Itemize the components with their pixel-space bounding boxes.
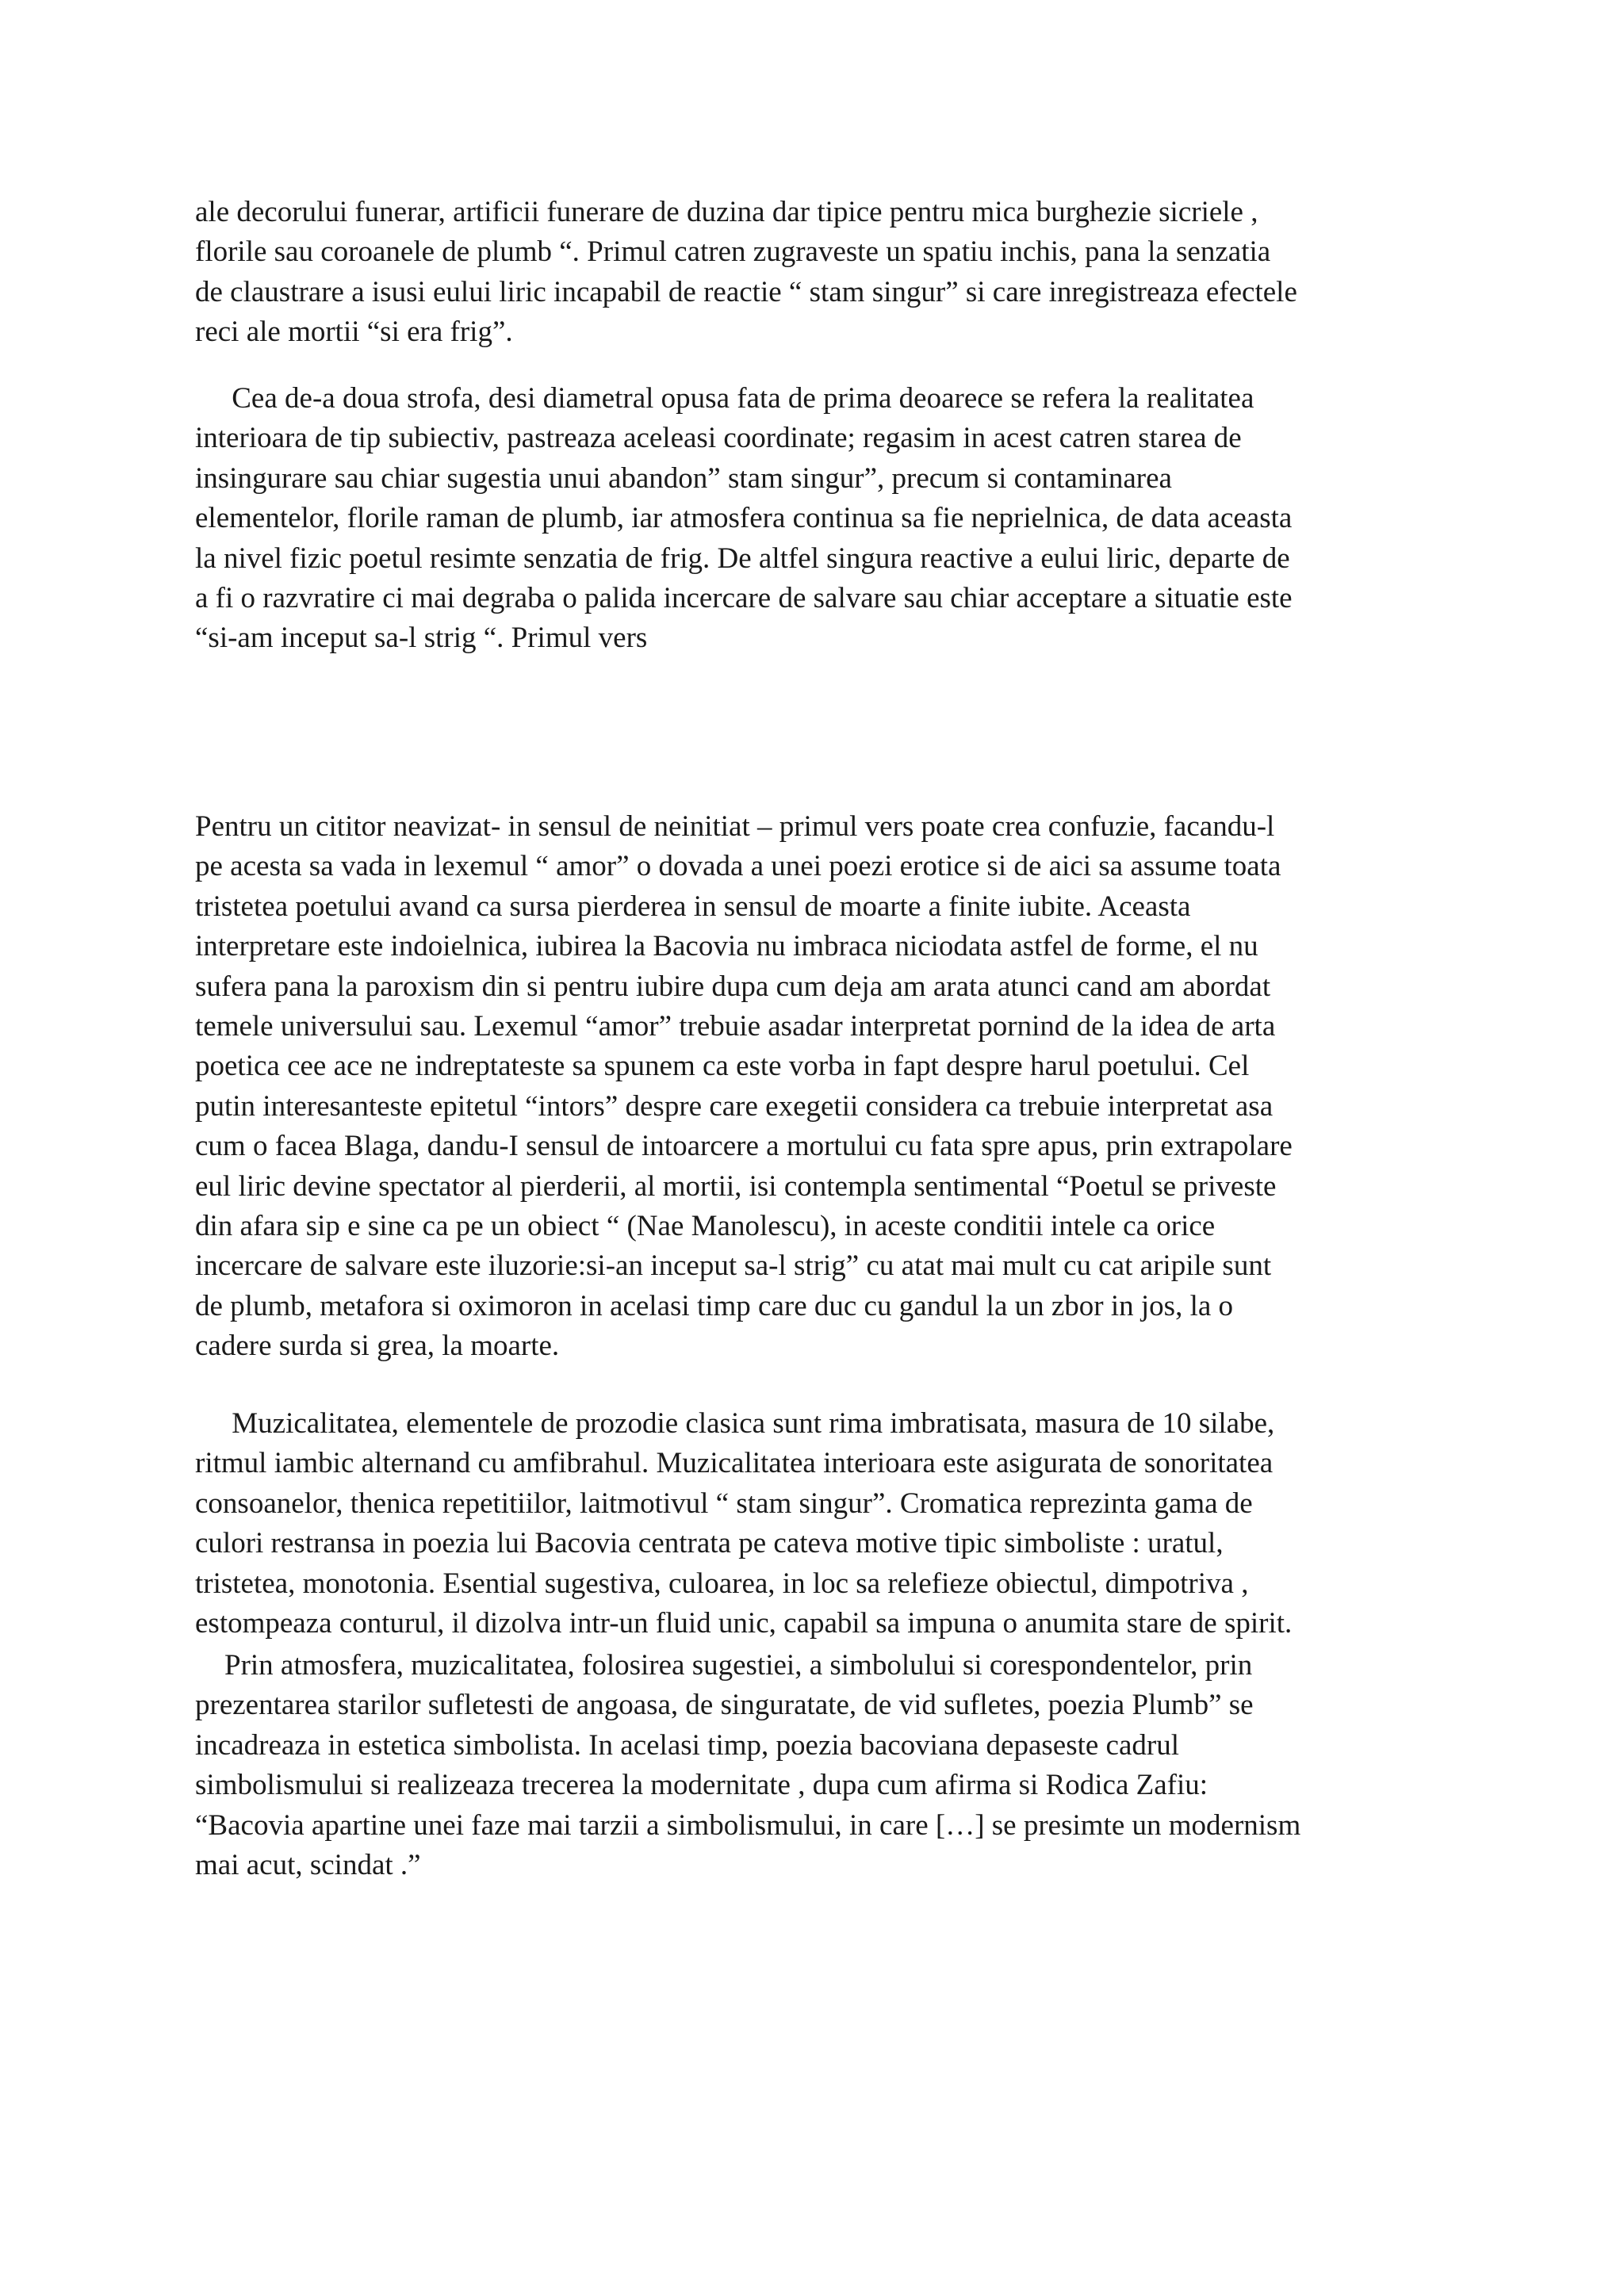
text-line: Cea de-a doua strofa, desi diametral opusa fata de prima deoarece se refera la realitatea — [195, 382, 1254, 415]
text-line: florile sau coroanele de plumb “. Primul catren zugraveste un spatiu inchis, pana la senzatia — [195, 235, 1271, 269]
text-line: incercare de salvare este iluzorie:si-an inceput sa-l strig” cu atat mai mult cu cat aripile sunt — [195, 1249, 1272, 1283]
text-line: tristetea, monotonia. Esential sugestiva, culoarea, in loc sa relefieze obiectul, dimpotriva , — [195, 1567, 1249, 1600]
text-line: prezentarea starilor sufletesti de angoasa, de singuratate, de vid sufletes, poezia Plumb” se — [195, 1689, 1254, 1722]
text-line: consoanelor, thenica repetitiilor, laitmotivul “ stam singur”. Cromatica reprezinta gama de — [195, 1487, 1253, 1520]
text-line: interpretare este indoielnica, iubirea la Bacovia nu imbraca niciodata astfel de forme, el nu — [195, 930, 1258, 963]
text-line: din afara sip e sine ca pe un obiect “ (Nae Manolescu), in aceste conditii intele ca orice — [195, 1210, 1216, 1243]
text-line: “Bacovia apartine unei faze mai tarzii a simbolismului, in care […] se presimte un modernism — [195, 1808, 1301, 1842]
text-line: reci ale mortii “si era frig”. — [195, 316, 513, 349]
text-line: estompeaza conturul, il dizolva intr-un fluid unic, capabil sa impuna o anumita stare de spirit. — [195, 1607, 1293, 1640]
text-line: elementelor, florile raman de plumb, iar atmosfera continua sa fie neprielnica, de data aceasta — [195, 502, 1293, 535]
text-line: temele universului sau. Lexemul “amor” trebuie asadar interpretat pornind de la idea de arta — [195, 1010, 1276, 1043]
text-line: de plumb, metafora si oximoron in acelasi timp care duc cu gandul la un zbor in jos, la o — [195, 1289, 1234, 1322]
text-line: poetica cee ace ne indreptateste sa spunem ca este vorba in fapt despre harul poetului. Cel — [195, 1050, 1250, 1083]
text-line: incadreaza in estetica simbolista. In acelasi timp, poezia bacoviana depaseste cadrul — [195, 1728, 1179, 1762]
text-line: culori restransa in poezia lui Bacovia centrata pe cateva motive tipic simboliste : uratul, — [195, 1527, 1224, 1560]
text-line: sufera pana la paroxism din si pentru iubire dupa cum deja am arata atunci cand am abordat — [195, 970, 1271, 1003]
paragraph-musicality — [195, 1404, 1448, 1644]
text-line: ale decorului funerar, artificii funerare de duzina dar tipice pentru mica burghezie sicriele , — [195, 196, 1258, 228]
text-line: Muzicalitatea, elementele de prozodie clasica sunt rima imbratisata, masura de 10 silabe, — [195, 1407, 1275, 1440]
text-line: la nivel fizic poetul resimte senzatia de frig. De altfel singura reactive a eului liric, departe de — [195, 541, 1290, 575]
text-line: cadere surda si grea, la moarte. — [195, 1330, 560, 1363]
text-line: a fi o razvratire ci mai degraba o palida incercare de salvare sau chiar acceptare a situatie este — [195, 582, 1293, 615]
text-line: cum o facea Blaga, dandu-I sensul de intoarcere a mortului cu fata spre apus, prin extrapolare — [195, 1130, 1293, 1163]
text-line: eul liric devine spectator al pierderii, al mortii, isi contempla sentimental “Poetul se priveste — [195, 1169, 1277, 1203]
text-line: de claustrare a isusi eului liric incapabil de reactie “ stam singur” si care inregistreaza efectele — [195, 275, 1297, 308]
text-line: Prin atmosfera, muzicalitatea, folosirea sugestiei, a simbolului si corespondentelor, prin — [195, 1649, 1253, 1682]
text-line: insingurare sau chiar sugestia unui abandon” stam singur”, precum si contaminarea — [195, 461, 1172, 495]
paragraph-conclusion — [195, 1646, 1448, 1885]
paragraph-second-stanza — [195, 379, 1448, 659]
text-line: interioara de tip subiectiv, pastreaza aceleasi coordinate; regasim in acest catren starea de — [195, 422, 1242, 455]
text-line: simbolismului si realizeaza trecerea la modernitate , dupa cum afirma si Rodica Zafiu: — [195, 1769, 1208, 1802]
text-line: Pentru un cititor neavizat- in sensul de neinitiat – primul vers poate crea confuzie, facandu-l — [195, 810, 1275, 843]
paragraph-funeral-decor — [195, 193, 1448, 353]
paragraph-first-verse-interpretation — [195, 807, 1448, 1367]
text-line: ritmul iambic alternand cu amfibrahul. Muzicalitatea interioara este asigurata de sonoritatea — [195, 1447, 1274, 1480]
text-line: “si-am inceput sa-l strig “. Primul vers — [195, 622, 648, 655]
text-line: pe acesta sa vada in lexemul “ amor” o dovada a unei poezi erotice si de aici sa assume toata — [195, 850, 1281, 883]
text-line: mai acut, scindat .” — [195, 1849, 421, 1882]
text-line: tristetea poetului avand ca sursa pierderea in sensul de moarte a finite iubite. Aceasta — [195, 890, 1191, 923]
text-line: putin interesanteste epitetul “intors” despre care exegetii considera ca trebuie interpretat asa — [195, 1089, 1274, 1123]
